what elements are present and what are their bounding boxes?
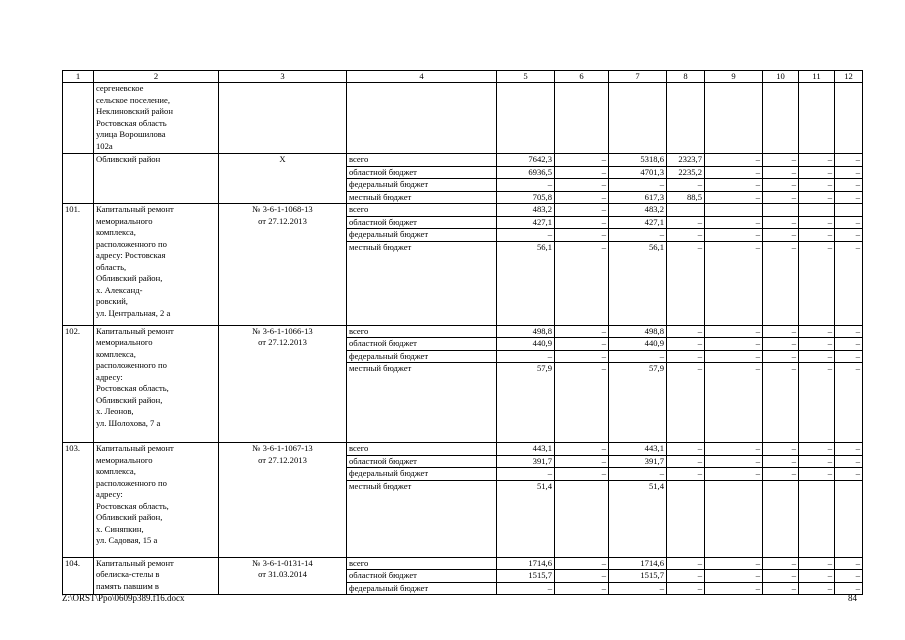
value-cell: –: [609, 350, 667, 363]
document-line: от 27.12.2013: [258, 215, 307, 226]
value-cell: 391,7: [609, 455, 667, 468]
value-cell: –: [555, 229, 609, 242]
description-line: мемориального: [96, 337, 153, 347]
description-line: расположенного по: [96, 360, 167, 370]
continued-entry-row: [63, 83, 863, 154]
description-line: адресу:: [96, 371, 123, 382]
budget-row: [63, 154, 863, 167]
address-line: улица Ворошилова: [96, 129, 166, 140]
value-cell: 617,3: [609, 191, 667, 204]
value-cell: –: [835, 443, 863, 456]
value-cell: [667, 204, 705, 217]
cell-empty: [63, 83, 94, 154]
value-cell: –: [497, 582, 555, 595]
col-header: 10: [763, 71, 799, 83]
col-header: 7: [609, 71, 667, 83]
value-cell: –: [667, 468, 705, 481]
cell-empty: [799, 83, 835, 154]
value-cell: –: [555, 350, 609, 363]
value-cell: –: [705, 570, 763, 583]
value-cell: [835, 480, 863, 557]
value-cell: –: [835, 191, 863, 204]
address-line: сергеневское: [96, 83, 144, 93]
value-cell: –: [555, 468, 609, 481]
value-cell: –: [763, 455, 799, 468]
description-line: комплекса,: [96, 227, 136, 237]
value-cell: 57,9: [609, 363, 667, 443]
col-header: 9: [705, 71, 763, 83]
budget-type-cell: местный бюджет: [347, 480, 497, 557]
description-line: Обливский район,: [96, 273, 163, 283]
value-cell: –: [705, 363, 763, 443]
value-cell: –: [667, 338, 705, 351]
value-cell: 4701,3: [609, 166, 667, 179]
value-cell: –: [835, 363, 863, 443]
value-cell: –: [667, 455, 705, 468]
value-cell: –: [763, 179, 799, 192]
value-cell: 88,5: [667, 191, 705, 204]
value-cell: –: [763, 468, 799, 481]
description-line: адресу: Ростовская: [96, 250, 166, 260]
value-cell: –: [705, 468, 763, 481]
value-cell: –: [555, 191, 609, 204]
value-cell: –: [799, 570, 835, 583]
value-cell: –: [705, 154, 763, 167]
value-cell: 391,7: [497, 455, 555, 468]
col-header: 5: [497, 71, 555, 83]
item-document: [219, 325, 347, 443]
value-cell: –: [555, 455, 609, 468]
value-cell: –: [609, 468, 667, 481]
budget-type-cell: федеральный бюджет: [347, 179, 497, 192]
value-cell: –: [555, 570, 609, 583]
district-name: Обливский район: [94, 154, 219, 204]
value-cell: –: [835, 154, 863, 167]
value-cell: –: [705, 557, 763, 570]
value-cell: –: [609, 229, 667, 242]
value-cell: –: [763, 570, 799, 583]
budget-type-cell: всего: [347, 204, 497, 217]
value-cell: –: [763, 338, 799, 351]
value-cell: –: [555, 325, 609, 338]
description-line: Ростовская область,: [96, 383, 169, 393]
value-cell: –: [555, 179, 609, 192]
value-cell: –: [705, 338, 763, 351]
value-cell: –: [609, 582, 667, 595]
budget-type-cell: местный бюджет: [347, 363, 497, 443]
value-cell: –: [555, 166, 609, 179]
budget-type-cell: всего: [347, 443, 497, 456]
item-description: [94, 204, 219, 326]
description-line: х. Леонов,: [96, 406, 134, 416]
value-cell: –: [667, 241, 705, 325]
value-cell: –: [835, 325, 863, 338]
budget-type-cell: федеральный бюджет: [347, 229, 497, 242]
value-cell: –: [667, 363, 705, 443]
description-line: х. Синяпкин,: [96, 523, 144, 534]
value-cell: –: [763, 154, 799, 167]
item-number: 102.: [63, 325, 94, 443]
value-cell: –: [705, 229, 763, 242]
value-cell: –: [763, 557, 799, 570]
value-cell: 6936,5: [497, 166, 555, 179]
value-cell: 483,2: [609, 204, 667, 217]
value-cell: 705,8: [497, 191, 555, 204]
description-line: Капитальный ремонт: [96, 204, 174, 214]
value-cell: –: [799, 363, 835, 443]
budget-row: [63, 204, 863, 217]
value-cell: –: [763, 325, 799, 338]
value-cell: [705, 480, 763, 557]
budget-type-cell: всего: [347, 154, 497, 167]
value-cell: 443,1: [609, 443, 667, 456]
value-cell: –: [667, 350, 705, 363]
description-line: ул. Садовая, 15 а: [96, 535, 158, 545]
value-cell: –: [835, 229, 863, 242]
item-document: [219, 443, 347, 558]
value-cell: –: [799, 166, 835, 179]
description-line: Капитальный ремонт: [96, 443, 174, 453]
budget-row: [63, 557, 863, 570]
value-cell: –: [763, 350, 799, 363]
value-cell: –: [497, 229, 555, 242]
description-line: расположенного по: [96, 238, 167, 249]
description-line: комплекса,: [96, 466, 136, 476]
value-cell: –: [705, 325, 763, 338]
item-number: 101.: [63, 204, 94, 326]
value-cell: –: [799, 325, 835, 338]
document-line: № 3-6-1-1066-13: [252, 325, 313, 336]
value-cell: –: [799, 179, 835, 192]
value-cell: –: [555, 363, 609, 443]
value-cell: –: [799, 216, 835, 229]
description-line: адресу:: [96, 489, 123, 499]
value-cell: 5318,6: [609, 154, 667, 167]
value-cell: –: [835, 570, 863, 583]
document-line: № 3-6-1-0131-14: [252, 557, 313, 568]
value-cell: –: [555, 338, 609, 351]
value-cell: –: [835, 557, 863, 570]
value-cell: –: [835, 241, 863, 325]
cell-empty: [609, 83, 667, 154]
budget-type-cell: областной бюджет: [347, 570, 497, 583]
document-line: от 27.12.2013: [258, 454, 307, 465]
value-cell: –: [555, 204, 609, 217]
value-cell: –: [497, 179, 555, 192]
description-line: Капитальный ремонт: [96, 557, 174, 568]
item-description: [94, 325, 219, 443]
col-header: 6: [555, 71, 609, 83]
value-cell: –: [705, 443, 763, 456]
value-cell: [835, 204, 863, 217]
col-header: 8: [667, 71, 705, 83]
value-cell: –: [835, 166, 863, 179]
value-cell: 440,9: [609, 338, 667, 351]
value-cell: –: [705, 582, 763, 595]
value-cell: –: [763, 229, 799, 242]
value-cell: 2323,7: [667, 154, 705, 167]
budget-type-cell: местный бюджет: [347, 191, 497, 204]
value-cell: [555, 480, 609, 557]
value-cell: –: [555, 557, 609, 570]
value-cell: 1515,7: [497, 570, 555, 583]
budget-type-cell: всего: [347, 325, 497, 338]
value-cell: –: [763, 582, 799, 595]
address-line: сельское поселение,: [96, 94, 170, 105]
item-number: 103.: [63, 443, 94, 558]
value-cell: 51,4: [609, 480, 667, 557]
value-cell: –: [667, 557, 705, 570]
budget-type-cell: областной бюджет: [347, 166, 497, 179]
value-cell: 483,2: [497, 204, 555, 217]
item-description: [94, 443, 219, 558]
item-description: [94, 557, 219, 595]
value-cell: –: [763, 241, 799, 325]
description-line: область,: [96, 261, 127, 272]
value-cell: –: [705, 179, 763, 192]
value-cell: [763, 480, 799, 557]
value-cell: –: [799, 443, 835, 456]
file-path: Z:\ORST\Ppo\0609p389.f16.docx: [62, 593, 185, 603]
value-cell: –: [763, 363, 799, 443]
description-line: мемориального: [96, 454, 153, 465]
description-line: ул. Центральная, 2 а: [96, 307, 171, 318]
value-cell: –: [667, 570, 705, 583]
value-cell: 1714,6: [497, 557, 555, 570]
value-cell: –: [799, 154, 835, 167]
cell-empty: [555, 83, 609, 154]
value-cell: 498,8: [609, 325, 667, 338]
value-cell: –: [799, 338, 835, 351]
value-cell: –: [835, 468, 863, 481]
value-cell: –: [705, 216, 763, 229]
value-cell: –: [555, 443, 609, 456]
value-cell: –: [705, 241, 763, 325]
value-cell: 56,1: [609, 241, 667, 325]
budget-type-cell: областной бюджет: [347, 216, 497, 229]
value-cell: –: [667, 582, 705, 595]
col-header: 1: [63, 71, 94, 83]
continued-address-cell: [94, 83, 219, 154]
value-cell: –: [763, 191, 799, 204]
item-number: 104.: [63, 557, 94, 595]
value-cell: –: [835, 350, 863, 363]
cell-empty: [763, 83, 799, 154]
value-cell: –: [667, 325, 705, 338]
value-cell: [799, 480, 835, 557]
value-cell: –: [497, 468, 555, 481]
description-line: обелиска-стелы в: [96, 569, 160, 579]
cell-empty: [835, 83, 863, 154]
value-cell: –: [835, 455, 863, 468]
budget-type-cell: федеральный бюджет: [347, 582, 497, 595]
value-cell: –: [705, 350, 763, 363]
item-document: [219, 557, 347, 595]
description-line: х. Александ-: [96, 284, 143, 295]
value-cell: 56,1: [497, 241, 555, 325]
budget-row: [63, 325, 863, 338]
description-line: комплекса,: [96, 348, 136, 359]
budget-type-cell: всего: [347, 557, 497, 570]
value-cell: –: [705, 166, 763, 179]
description-line: ровский,: [96, 296, 128, 306]
description-line: Ростовская область,: [96, 500, 169, 511]
value-cell: [763, 204, 799, 217]
district-doc: X: [219, 154, 347, 204]
value-cell: –: [799, 191, 835, 204]
description-line: память павшим в: [96, 580, 159, 591]
value-cell: –: [555, 582, 609, 595]
value-cell: –: [799, 468, 835, 481]
column-number-row: [63, 71, 863, 83]
description-line: Обливский район,: [96, 512, 163, 522]
value-cell: –: [799, 241, 835, 325]
description-line: Обливский район,: [96, 394, 163, 405]
document-line: от 27.12.2013: [258, 337, 307, 347]
value-cell: –: [799, 229, 835, 242]
value-cell: –: [609, 179, 667, 192]
value-cell: –: [763, 166, 799, 179]
value-cell: –: [799, 582, 835, 595]
value-cell: –: [763, 216, 799, 229]
description-line: Капитальный ремонт: [96, 325, 174, 336]
value-cell: 427,1: [497, 216, 555, 229]
value-cell: –: [799, 557, 835, 570]
document-line: № 3-6-1-1067-13: [252, 443, 313, 453]
value-cell: 57,9: [497, 363, 555, 443]
description-line: мемориального: [96, 215, 153, 226]
value-cell: –: [667, 216, 705, 229]
value-cell: –: [799, 455, 835, 468]
value-cell: –: [705, 455, 763, 468]
address-line: 102а: [96, 140, 113, 151]
cell-empty: [219, 83, 347, 154]
value-cell: 7642,3: [497, 154, 555, 167]
value-cell: –: [835, 582, 863, 595]
item-document: [219, 204, 347, 326]
cell-empty: [667, 83, 705, 154]
budget-type-cell: федеральный бюджет: [347, 350, 497, 363]
value-cell: 440,9: [497, 338, 555, 351]
cell-empty: [497, 83, 555, 154]
col-header: 2: [94, 71, 219, 83]
value-cell: [705, 204, 763, 217]
col-header: 11: [799, 71, 835, 83]
budget-type-cell: областной бюджет: [347, 455, 497, 468]
budget-type-cell: областной бюджет: [347, 338, 497, 351]
value-cell: –: [667, 443, 705, 456]
value-cell: –: [667, 179, 705, 192]
budget-type-cell: федеральный бюджет: [347, 468, 497, 481]
cell-empty: [705, 83, 763, 154]
value-cell: –: [705, 191, 763, 204]
budget-table: [62, 70, 863, 595]
value-cell: 443,1: [497, 443, 555, 456]
value-cell: 2235,2: [667, 166, 705, 179]
value-cell: –: [835, 216, 863, 229]
value-cell: –: [799, 350, 835, 363]
budget-row: [63, 443, 863, 456]
description-line: расположенного по: [96, 477, 167, 488]
value-cell: –: [555, 241, 609, 325]
document-line: № 3-6-1-1068-13: [252, 204, 313, 214]
value-cell: –: [667, 229, 705, 242]
value-cell: 1714,6: [609, 557, 667, 570]
value-cell: 51,4: [497, 480, 555, 557]
page-number: 84: [848, 593, 857, 603]
value-cell: [667, 480, 705, 557]
value-cell: 427,1: [609, 216, 667, 229]
value-cell: [799, 204, 835, 217]
cell-empty: [347, 83, 497, 154]
value-cell: –: [497, 350, 555, 363]
value-cell: –: [763, 443, 799, 456]
col-header: 12: [835, 71, 863, 83]
budget-type-cell: местный бюджет: [347, 241, 497, 325]
value-cell: 1515,7: [609, 570, 667, 583]
cell-empty: [63, 154, 94, 204]
value-cell: –: [555, 154, 609, 167]
col-header: 4: [347, 71, 497, 83]
value-cell: –: [835, 338, 863, 351]
value-cell: –: [555, 216, 609, 229]
document-line: от 31.03.2014: [258, 569, 307, 579]
col-header: 3: [219, 71, 347, 83]
description-line: ул. Шолохова, 7 а: [96, 417, 161, 428]
address-line: Ростовская область: [96, 117, 167, 128]
value-cell: 498,8: [497, 325, 555, 338]
value-cell: –: [835, 179, 863, 192]
address-line: Неклиновский район: [96, 106, 173, 117]
